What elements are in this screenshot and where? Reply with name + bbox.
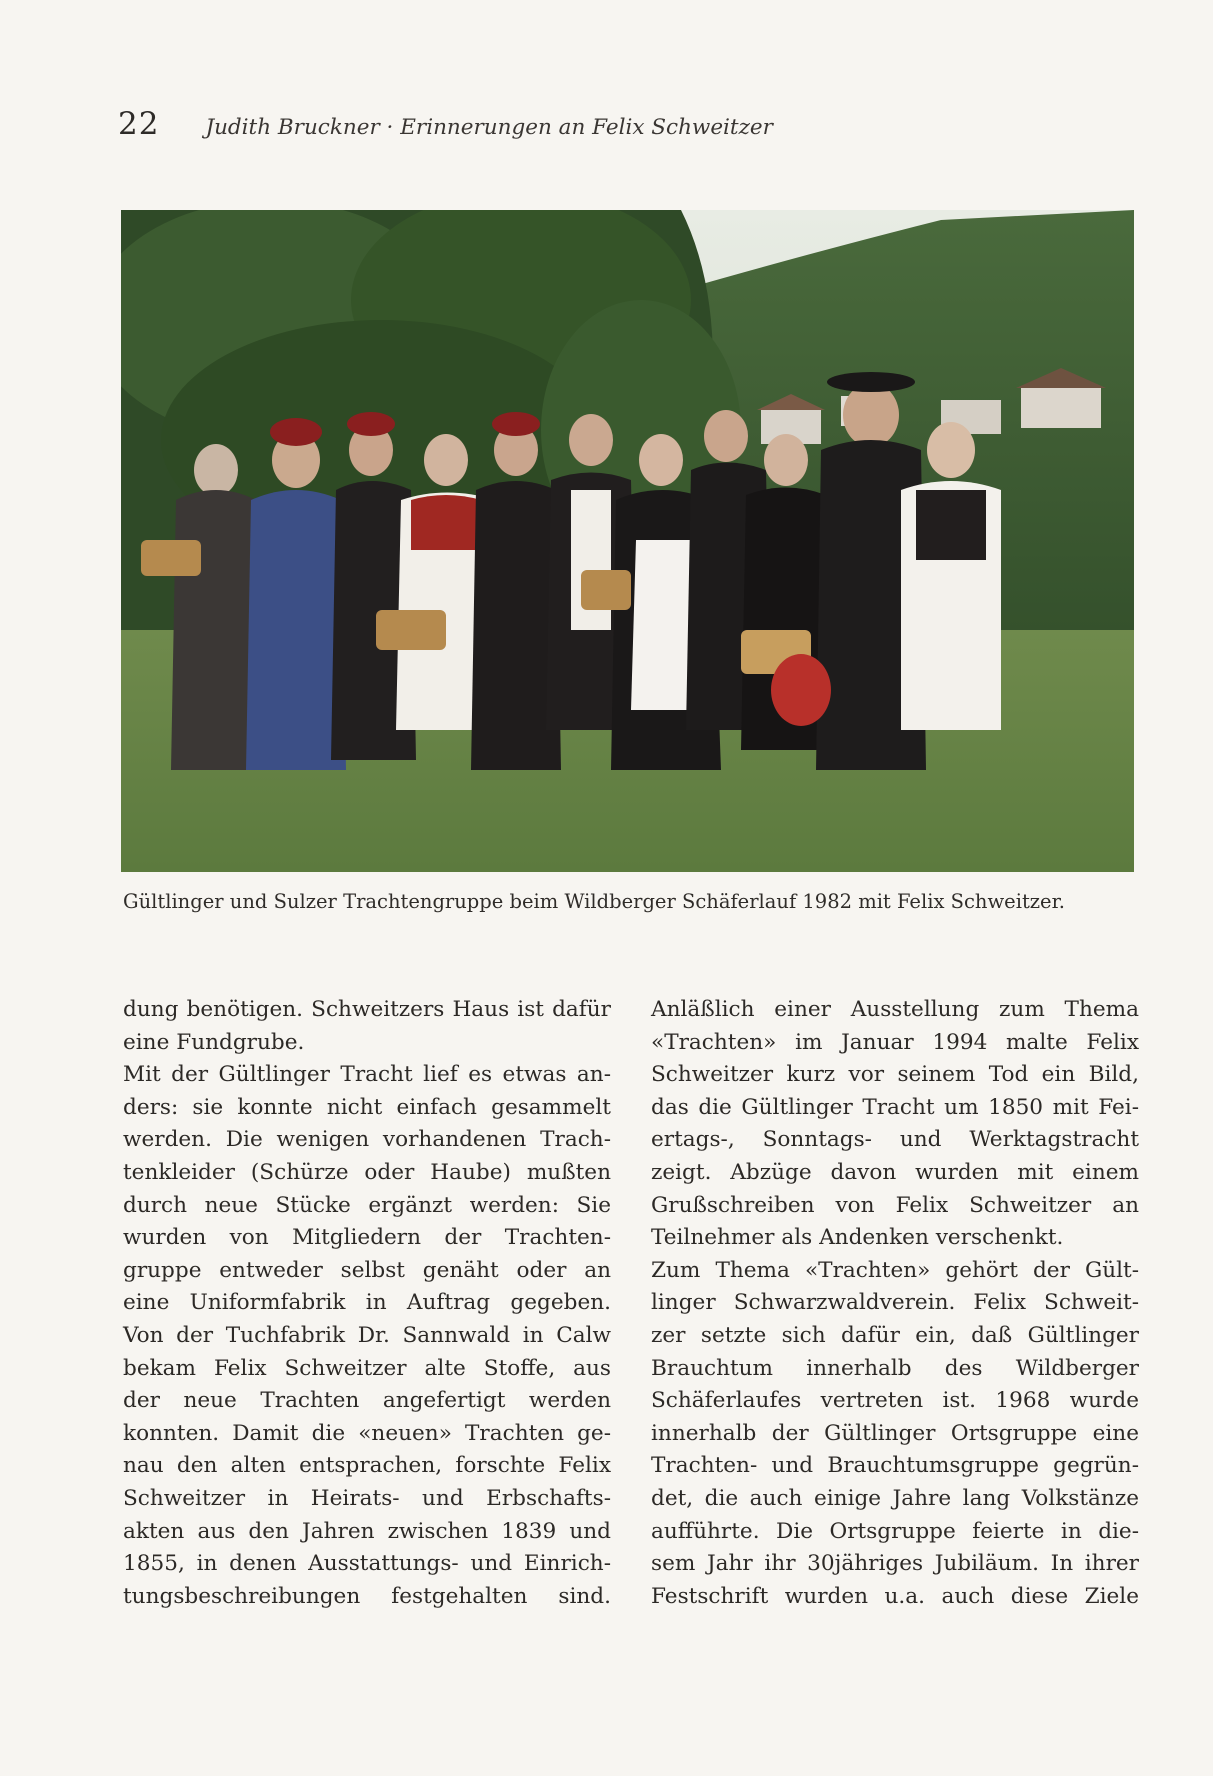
- text-column-right: [651, 994, 1139, 1613]
- text-line: akten aus den Jahren zwischen 1839 und: [123, 1518, 611, 1544]
- text-line: Grußschreiben von Felix Schweitzer an: [651, 1192, 1139, 1218]
- group-photo: [121, 210, 1134, 872]
- text-line: Trachten- und Brauchtumsgruppe gegrün-: [651, 1453, 1139, 1479]
- page-number: 22: [118, 106, 160, 142]
- text-line: Mit der Gültlinger Tracht lief es etwas an-: [123, 1062, 611, 1088]
- text-line: konnten. Damit die «neuen» Trachten ge-: [123, 1420, 611, 1446]
- running-head: Judith Bruckner · Erinnerungen an Felix Schweitzer: [205, 115, 773, 140]
- text-line: bekam Felix Schweitzer alte Stoffe, aus: [123, 1355, 611, 1381]
- text-line: Schäferlaufes vertreten ist. 1968 wurde: [651, 1388, 1139, 1414]
- text-line: linger Schwarzwaldverein. Felix Schweit-: [651, 1290, 1139, 1316]
- text-line: zeigt. Abzüge davon wurden mit einem: [651, 1159, 1139, 1185]
- photo-caption: Gültlinger und Sulzer Trachtengruppe beim Wildberger Schäferlauf 1982 mit Felix Schweitzer.: [123, 890, 1065, 913]
- text-line: Brauchtum innerhalb des Wildberger: [651, 1355, 1139, 1381]
- page-header: [118, 106, 773, 142]
- text-line: durch neue Stücke ergänzt werden: Sie: [123, 1192, 611, 1218]
- text-column-left: [123, 994, 611, 1613]
- text-line: Anläßlich einer Ausstellung zum Thema: [651, 997, 1139, 1022]
- text-line: 1855, in denen Ausstattungs- und Einrich-: [123, 1551, 611, 1577]
- text-line: Schweitzer in Heirats- und Erbschafts-: [123, 1485, 611, 1511]
- text-line: das die Gültlinger Tracht um 1850 mit Fei-: [651, 1094, 1139, 1120]
- text-line: Schweitzer kurz vor seinem Tod ein Bild,: [651, 1062, 1139, 1088]
- text-line: eine Fundgrube.: [123, 1029, 305, 1055]
- text-line: Teilnehmer als Andenken verschenkt.: [651, 1225, 1064, 1251]
- text-line: Von der Tuchfabrik Dr. Sannwald in Calw: [123, 1322, 611, 1348]
- text-line: ertags-, Sonntags- und Werktagstracht: [651, 1127, 1139, 1153]
- text-line: wurden von Mitgliedern der Trachten-: [123, 1225, 611, 1251]
- house: [1021, 388, 1101, 428]
- text-line: ders: sie konnte nicht einfach gesammelt: [123, 1094, 611, 1120]
- text-line: innerhalb der Gültlinger Ortsgruppe eine: [651, 1420, 1139, 1446]
- text-line: det, die auch einige Jahre lang Volkstänze: [651, 1485, 1139, 1511]
- text-line: zer setzte sich dafür ein, daß Gültlinger: [651, 1322, 1139, 1348]
- text-line: «Trachten» im Januar 1994 malte Felix: [651, 1029, 1139, 1055]
- text-line: eine Uniformfabrik in Auftrag gegeben.: [123, 1290, 611, 1316]
- text-line: tenkleider (Schürze oder Haube) mußten: [123, 1159, 611, 1185]
- text-line: Zum Thema «Trachten» gehört der Gült-: [651, 1257, 1139, 1283]
- group-photo-illustration: [121, 210, 1134, 872]
- text-line: der neue Trachten angefertigt werden: [123, 1388, 611, 1414]
- text-line: werden. Die wenigen vorhandenen Trach-: [123, 1127, 611, 1153]
- text-line: tungsbeschreibungen festgehalten sind.: [123, 1583, 611, 1609]
- text-line: Festschrift wurden u.a. auch diese Ziele: [651, 1583, 1139, 1609]
- text-line: aufführte. Die Ortsgruppe feierte in die-: [651, 1518, 1139, 1544]
- text-line: gruppe entweder selbst genäht oder an: [123, 1257, 611, 1283]
- text-line: dung benötigen. Schweitzers Haus ist dafür: [123, 997, 611, 1022]
- text-line: nau den alten entsprachen, forschte Felix: [123, 1453, 611, 1479]
- text-line: sem Jahr ihr 30jähriges Jubiläum. In ihrer: [651, 1551, 1139, 1577]
